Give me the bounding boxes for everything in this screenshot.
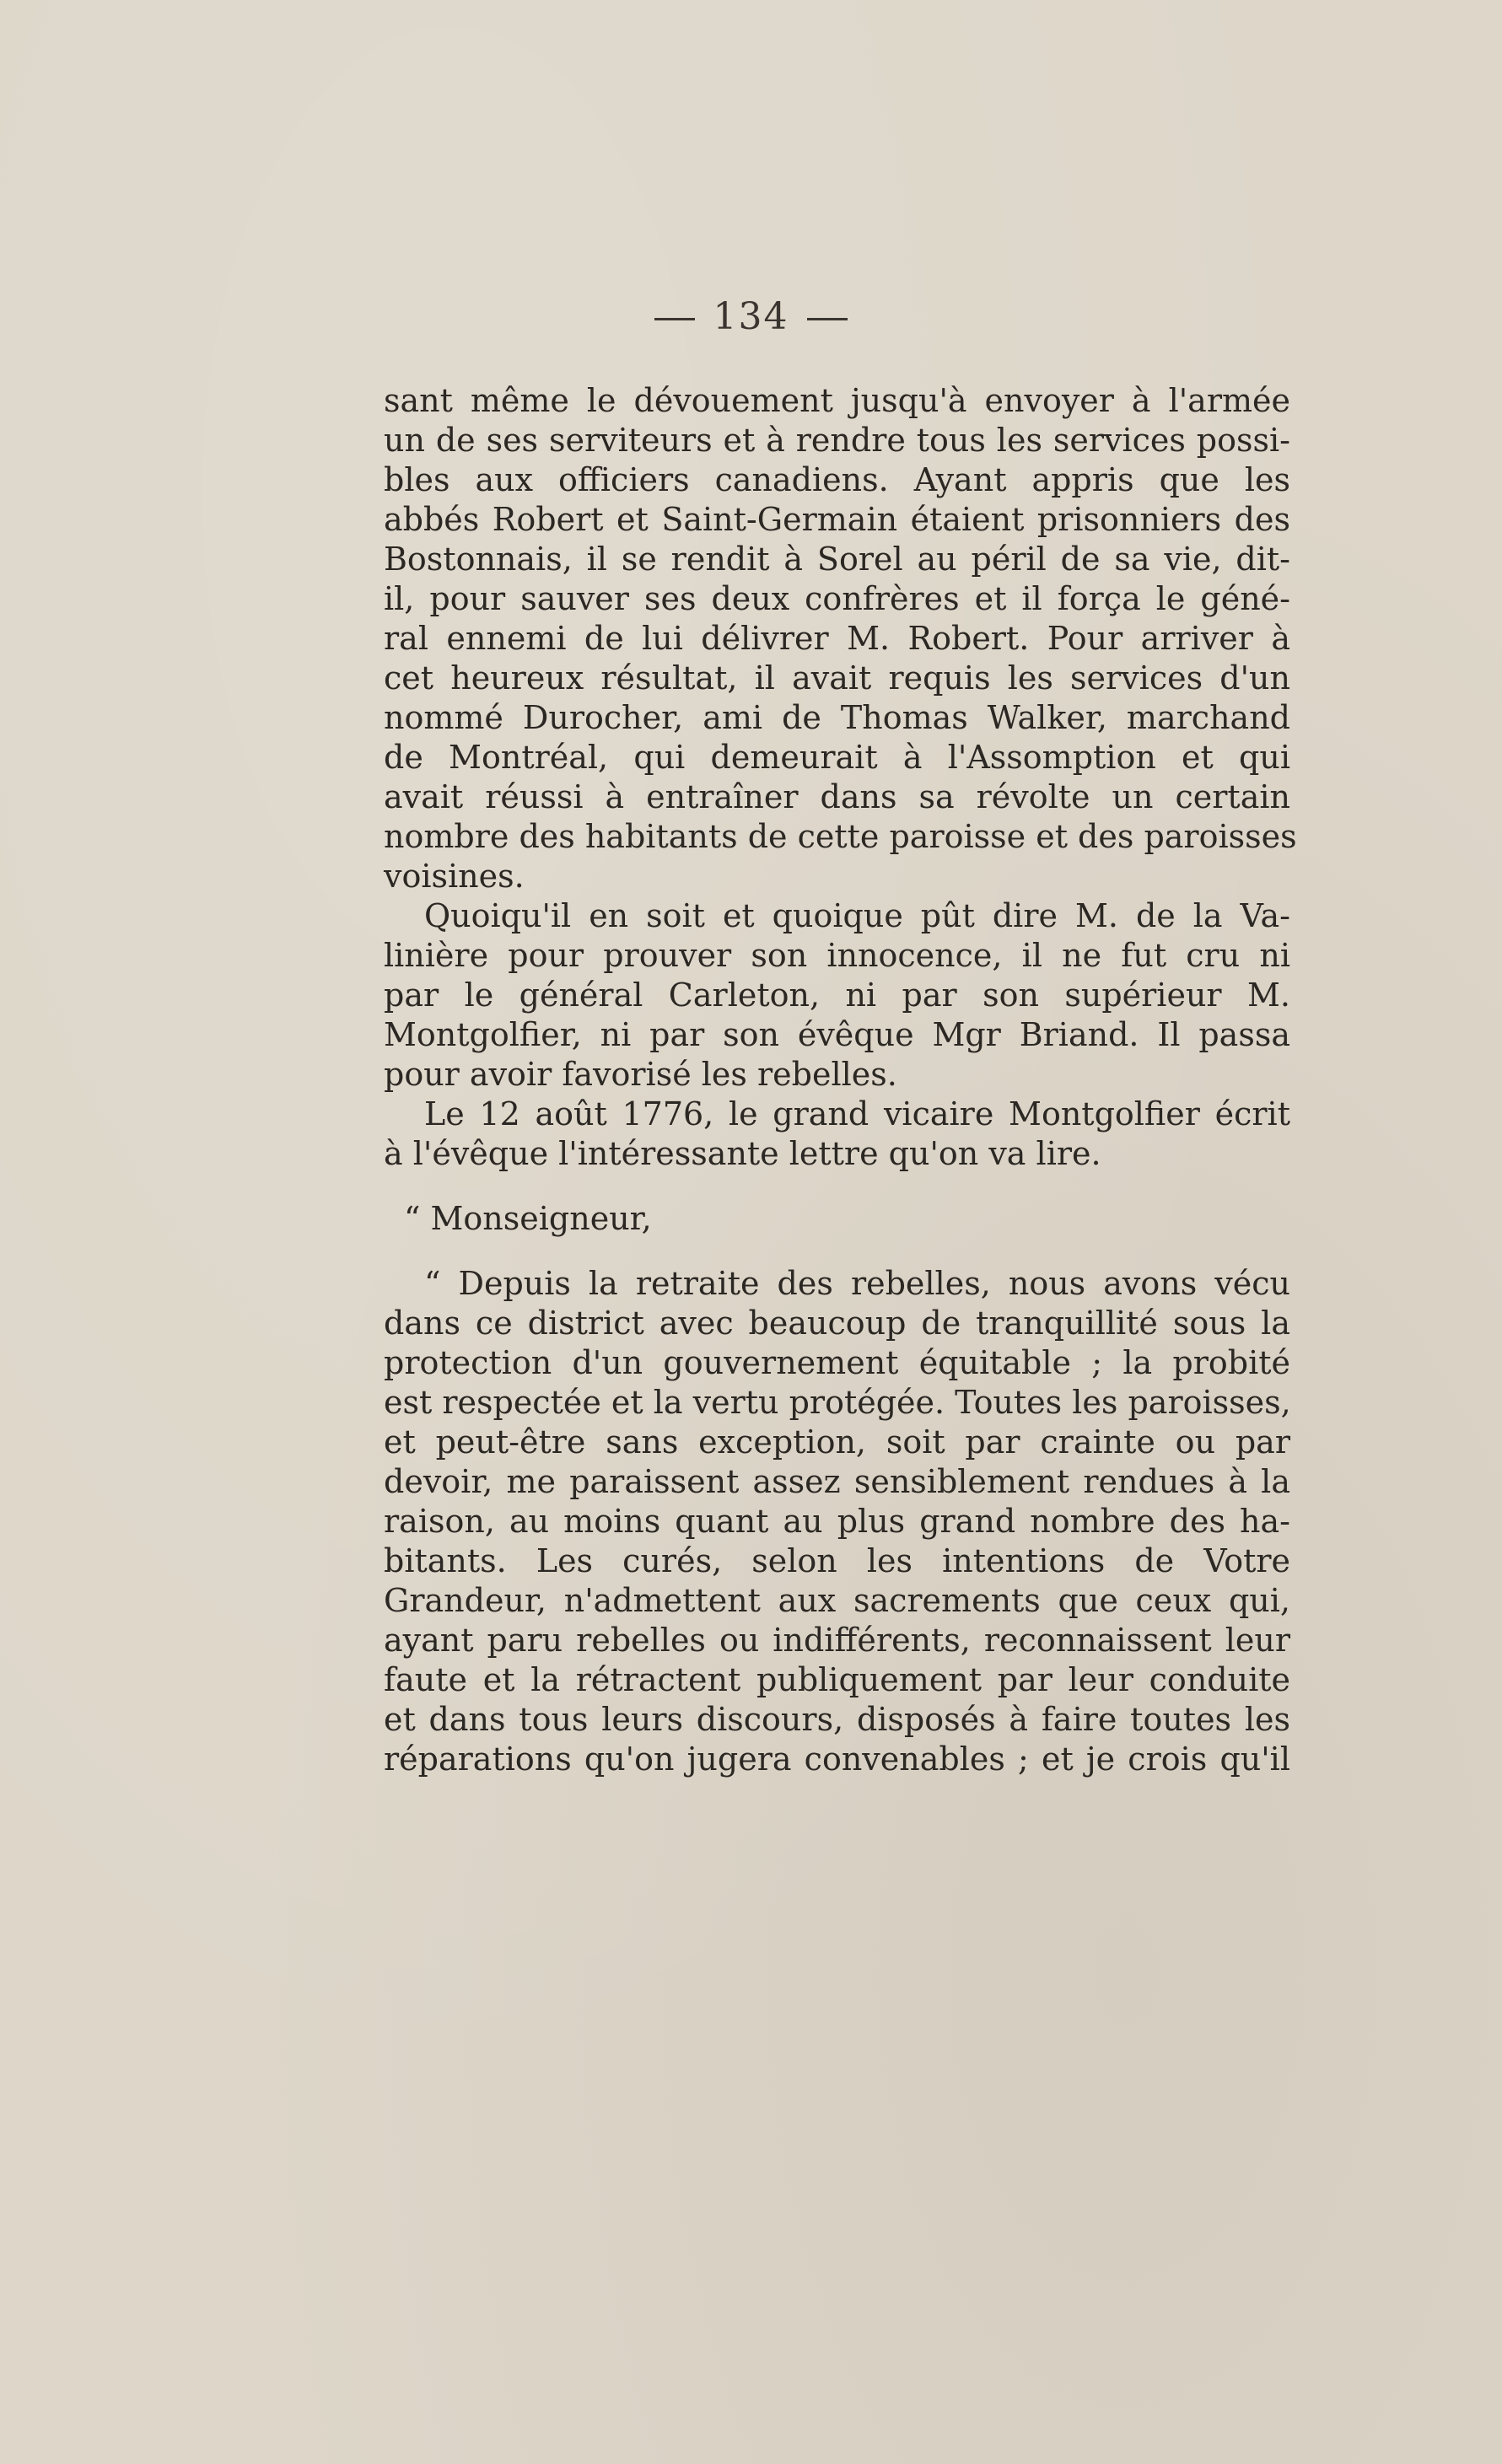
text-line: Quoiqu'il en soit et quoique pût dire M. de la Va-	[424, 897, 1290, 934]
paragraph-1	[384, 381, 1297, 896]
text-line: Bostonnais, il se rendit à Sorel au péril de sa vie, dit-	[384, 541, 1290, 578]
page-number-value: 134	[713, 295, 789, 338]
text-line: est respectée et la vertu protégée. Toutes les paroisses,	[384, 1384, 1291, 1421]
text-line: il, pour sauver ses deux confrères et il força le géné-	[384, 580, 1290, 617]
text-line: bitants. Les curés, selon les intentions de Votre	[384, 1542, 1290, 1579]
text-line: protection d'un gouvernement équitable ; la probité	[384, 1344, 1290, 1381]
letter-paragraph	[384, 1264, 1290, 1779]
text-line: à l'évêque l'intéressante lettre qu'on va lire.	[384, 1135, 1101, 1172]
text-line: linière pour prouver son innocence, il ne fut cru ni	[384, 937, 1290, 974]
text-line: ayant paru rebelles ou indifférents, reconnaissent leur	[384, 1622, 1290, 1659]
text-line: ral ennemi de lui délivrer M. Robert. Pour arriver à	[384, 620, 1290, 657]
text-line: sant même le dévouement jusqu'à envoyer à l'armée	[384, 382, 1290, 419]
text-line: devoir, me paraissent assez sensiblement rendues à la	[384, 1463, 1290, 1500]
text-line: “ Monseigneur,	[404, 1200, 652, 1237]
paragraph-3	[384, 1095, 1290, 1174]
text-line: et peut-être sans exception, soit par crainte ou par	[384, 1423, 1290, 1461]
text-line: “ Depuis la retraite des rebelles, nous avons vécu	[424, 1265, 1290, 1302]
text-line: un de ses serviteurs et à rendre tous les services possi-	[384, 422, 1290, 459]
text-line: abbés Robert et Saint-Germain étaient prisonniers des	[384, 501, 1290, 538]
text-line: et dans tous leurs discours, disposés à faire toutes les	[384, 1701, 1290, 1738]
page-number	[0, 295, 1502, 338]
text-line: réparations qu'on jugera convenables ; et je crois qu'il	[384, 1740, 1290, 1778]
text-line: dans ce district avec beaucoup de tranquillité sous la	[384, 1305, 1290, 1342]
text-line: cet heureux résultat, il avait requis les services d'un	[384, 659, 1290, 697]
text-line: pour avoir favorisé les rebelles.	[384, 1056, 897, 1093]
text-line: faute et la rétractent publiquement par leur conduite	[384, 1661, 1290, 1698]
spacer	[384, 1174, 1290, 1199]
text-line: Grandeur, n'admettent aux sacrements que ceux qui,	[384, 1582, 1290, 1619]
text-line: de Montréal, qui demeurait à l'Assomption et qui	[384, 739, 1290, 776]
text-line: nommé Durocher, ami de Thomas Walker, marchand	[384, 699, 1290, 736]
text-line: avait réussi à entraîner dans sa révolte un certain	[384, 778, 1290, 815]
text-line: par le général Carleton, ni par son supérieur M.	[384, 976, 1290, 1014]
text-line: nombre des habitants de cette paroisse et des paroisses	[384, 818, 1297, 855]
text-line: raison, au moins quant au plus grand nombre des ha-	[384, 1503, 1290, 1540]
text-line: Montgolfier, ni par son évêque Mgr Briand. Il passa	[384, 1016, 1290, 1053]
text-line: bles aux officiers canadiens. Ayant appris que les	[384, 461, 1290, 498]
text-line: voisines.	[384, 858, 525, 895]
folio-dash-right	[807, 318, 848, 320]
spacer	[384, 1239, 1290, 1264]
folio-dash-left	[654, 318, 695, 320]
text-line: Le 12 août 1776, le grand vicaire Montgolfier écrit	[424, 1095, 1290, 1132]
body-text	[384, 381, 1297, 1779]
letter-salutation	[384, 1199, 1290, 1239]
paragraph-2	[384, 896, 1290, 1095]
